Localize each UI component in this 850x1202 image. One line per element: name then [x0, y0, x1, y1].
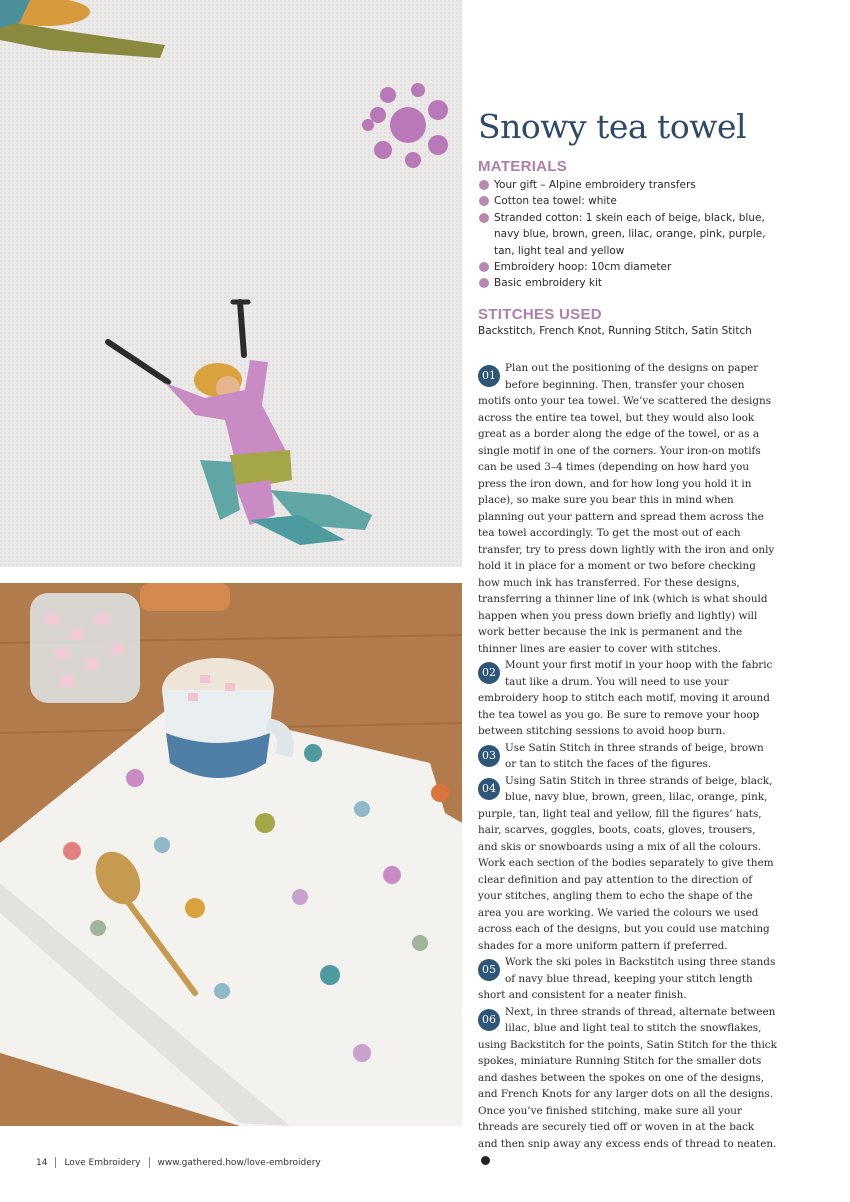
step-text: Next, in three strands of thread, alternate between lilac, blue and light teal to stitch the snowflakes, using Backstitch for the points, Satin Stitch for the thick spokes, miniature Running Stitch for the smaller dots and dashes between the spokes on one of the designs, and French Knots for any larger dots on all the designs. Once you’ve finished stitching, make sure all your threads are securely tied off or woven in at the back and then snip away any excess ends of thread to neaten. [478, 1005, 777, 1150]
list-item: Stranded cotton: 1 skein each of beige, black, blue, navy blue, brown, green, lilac, orange, pink, purple, tan, light teal and yellow [478, 210, 778, 259]
stitches-list: Backstitch, French Knot, Running Stitch, Satin Stitch [478, 325, 752, 337]
thread-bobbin-icon [479, 196, 489, 206]
divider [149, 1157, 150, 1168]
materials-list [478, 177, 778, 292]
thread-bobbin-icon [479, 213, 489, 223]
step-number-badge: 05 [478, 959, 500, 981]
step-text: Plan out the positioning of the designs on paper before beginning. Then, transfer your chosen motifs onto your tea towel. We’ve scattered the designs across the entire tea towel, but they would also look great as a border along the edge of the towel, or as a single motif in one of the corners. Your iron-on motifs can be used 3–4 times (depending on how hard you press the iron down, and for how long you hold it in place), so make sure you bear this in mind when planning out your pattern and spread them across the tea towel accordingly. To get the most out of each transfer, try to press down lightly with the iron and only hold it in place for a moment or two before checking how much ink has transferred. For these designs, transferring a thinner line of ink (which is what should happen when you press down briefly and lightly) will work better because the ink is permanent and the thinner lines are easier to cover with stitches. [478, 362, 775, 655]
thread-bobbin-icon [479, 278, 489, 288]
page-number: 14 [36, 1158, 48, 1168]
thread-bobbin-icon [479, 180, 489, 190]
step-text: Mount your first motif in your hoop with the fabric taut like a drum. You will need to use your embroidery hoop to stitch each motif, moving it around the tea towel as you go. Be sure to remove your hoop between stitching sessions to avoid hoop burn. [478, 659, 773, 737]
step-number-badge: 04 [478, 778, 500, 800]
step-6 [478, 1004, 777, 1169]
step-number-badge: 02 [478, 662, 500, 684]
divider [55, 1157, 56, 1168]
step-text: Use Satin Stitch in three strands of beige, brown or tan to stitch the faces of the figures. [505, 741, 764, 770]
step-4 [478, 773, 777, 955]
step-2 [478, 657, 777, 740]
page-title: Snowy tea towel [478, 107, 747, 146]
photo-tea-towel-on-table [0, 583, 462, 1126]
list-item: Embroidery hoop: 10cm diameter [478, 259, 778, 275]
website-url: www.gathered.how/love-embroidery [157, 1158, 321, 1168]
step-5 [478, 954, 777, 1004]
step-3 [478, 740, 777, 773]
materials-heading: MATERIALS [478, 158, 568, 175]
list-item: Basic embroidery kit [478, 275, 778, 291]
page-footer [36, 1157, 321, 1168]
step-text: Work the ski poles in Backstitch using three stands of navy blue thread, keeping your stitch length short and consistent for a neater finish. [478, 956, 776, 1001]
step-text: Using Satin Stitch in three strands of beige, black, blue, navy blue, brown, green, lilac, orange, pink, purple, tan, light teal and yellow, fill the figures’ hats, hair, scarves, goggles, boots, coats, gloves, trousers, and skis or snowboards using a mix of all the colours. Work each section of the bodies separately to give them clear definition and pay attention to the direction of your stitches, angling them to echo the shape of the area you are working. We varied the colours we used across each of the designs, but you could use matching shades for a more uniform pattern if preferred. [478, 774, 774, 952]
step-number-badge: 06 [478, 1009, 500, 1031]
step-number-badge: 03 [478, 745, 500, 767]
instructions [478, 360, 777, 1169]
photo-embroidered-skier-closeup [0, 0, 462, 567]
end-mark-icon [481, 1156, 490, 1165]
stitches-heading: STITCHES USED [478, 306, 602, 323]
step-1 [478, 360, 777, 657]
list-item: Your gift – Alpine embroidery transfers [478, 177, 778, 193]
step-number-badge: 01 [478, 365, 500, 387]
thread-bobbin-icon [479, 262, 489, 272]
magazine-name: Love Embroidery [64, 1158, 141, 1168]
list-item: Cotton tea towel: white [478, 193, 778, 209]
